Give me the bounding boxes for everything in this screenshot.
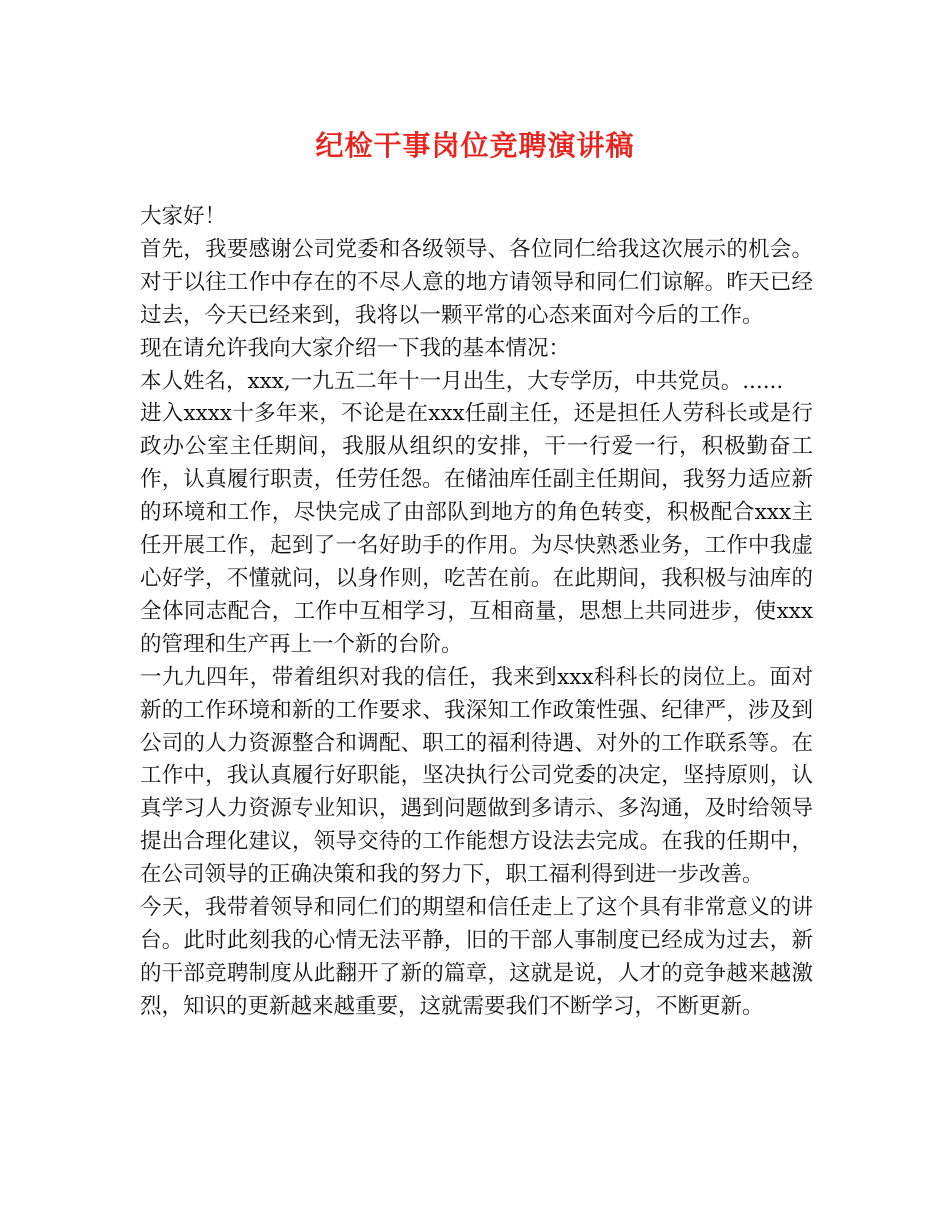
paragraph-intro: 现在请允许我向大家介绍一下我的基本情况： bbox=[140, 335, 571, 361]
paragraph-basic-info: 本人姓名，xxx,一九五二年十一月出生，大专学历，中共党员。...... bbox=[140, 368, 784, 394]
document-title: 纪检干事岗位竞聘演讲稿 bbox=[315, 129, 635, 162]
paragraph-today: 今天，我带着领导和同仁们的期望和信任走上了这个具有非常意义的讲台。此时此刻我的心情无法平静，旧的干部人事制度已经成为过去，新的干部竞聘制度从此翻开了新的篇章，这就是说，人才的竞争越来越激烈，知识的更新越来越重要，这就需要我们不断学习，不断更新。 bbox=[140, 895, 813, 1019]
paragraph-greeting: 大家好！ bbox=[140, 204, 227, 229]
paragraph-work-history: 进入xxxx十多年来，不论是在xxx任副主任，还是担任人劳科长或是行政办公室主任期间，我服从组织的安排，干一行爱一行，积极勤奋工作，认真履行职责，任劳任怨。在储油库任副主任期间，我努力适应新的环境和工作，尽快完成了由部队到地方的角色转变，积极配合xxx主任开展工作，起到了一名好助手的作用。为尽快熟悉业务，工作中我虚心好学，不懂就问，以身作则，吃苦在前。在此期间，我积极与油库的全体同志配合，工作中互相学习，互相商量，思想上共同进步，使xxx的管理和生产再上一个新的台阶。 bbox=[140, 401, 813, 657]
paragraph-1994: 一九九四年，带着组织对我的信任，我来到xxx科科长的岗位上。面对新的工作环境和新的工作要求、我深知工作政策性强、纪律严，涉及到公司的人力资源整合和调配、职工的福利待遇、对外的工作联系等。在工作中，我认真履行好职能，坚决执行公司党委的决定，坚持原则，认真学习人力资源专业知识，遇到问题做到多请示、多沟通，及时给领导提出合理化建议，领导交待的工作能想方设法去完成。在我的任期中，在公司领导的正确决策和我的努力下，职工福利得到进一步改善。 bbox=[140, 664, 813, 888]
document-body bbox=[140, 201, 813, 1024]
paragraph-thanks: 首先，我要感谢公司党委和各级领导、各位同仁给我这次展示的机会。对于以往工作中存在的不尽人意的地方请领导和同仁们谅解。昨天已经过去，今天已经来到，我将以一颗平常的心态来面对今后的工作。 bbox=[140, 236, 813, 328]
